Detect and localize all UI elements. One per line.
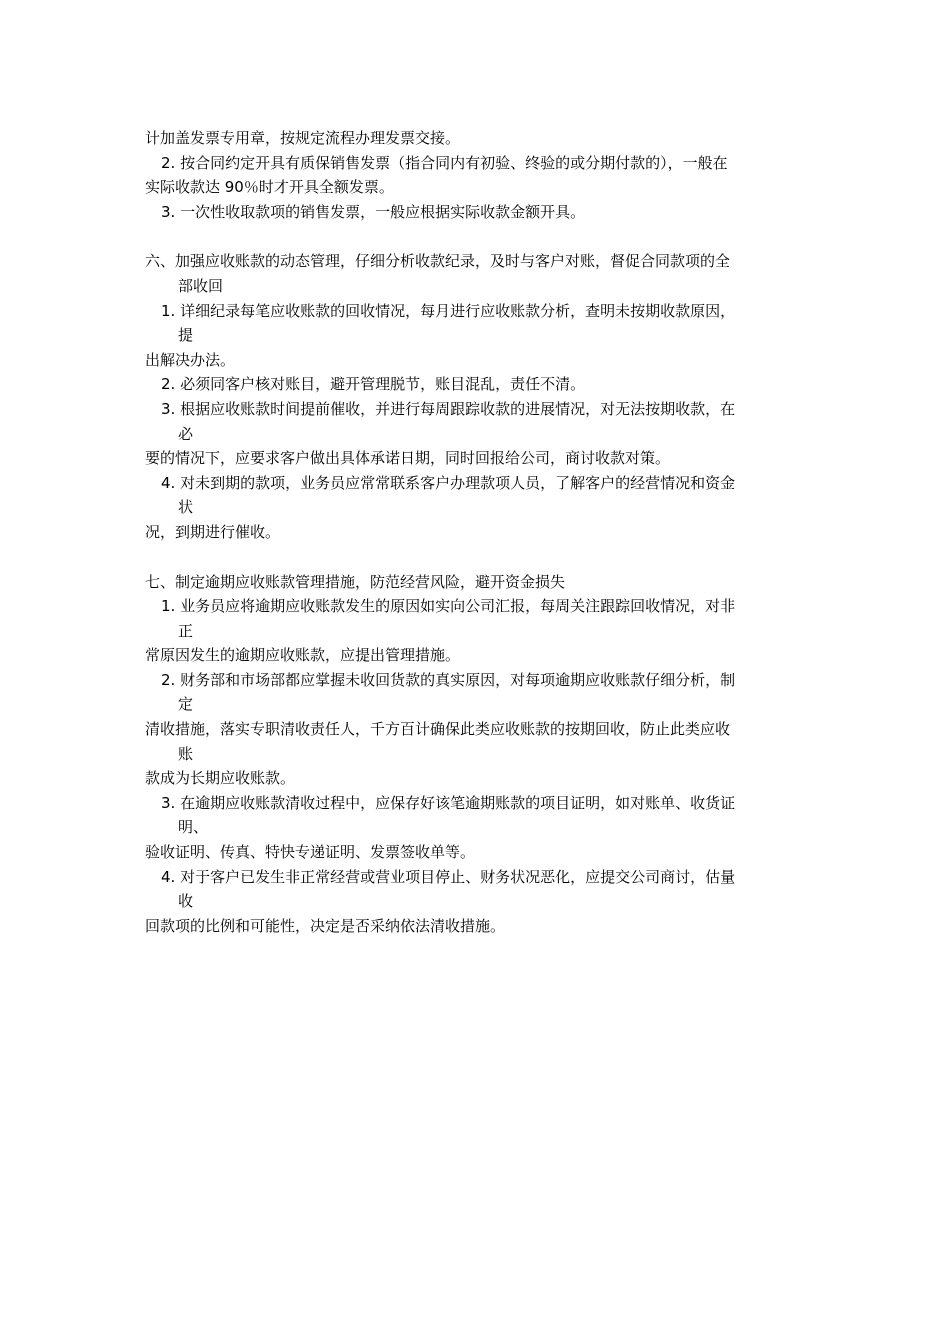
list-item-line: 4. 对未到期的款项，业务员应常常联系客户办理款项人员，了解客户的经营情况和资金 — [161, 473, 736, 492]
list-item-continuation: 出解决办法。 — [145, 350, 236, 369]
list-item-line: 3. 根据应收账款时间提前催收，并进行每周跟踪收款的进展情况，对无法按期收款，在 — [161, 399, 736, 418]
list-item-wrap: 正 — [178, 621, 194, 640]
list-item-line: 4. 对于客户已发生非正常经营或营业项目停止、财务状况恶化，应提交公司商讨，估量 — [161, 867, 736, 886]
list-item-wrap: 提 — [178, 326, 194, 345]
list-item-continuation: 款成为长期应收账款。 — [145, 769, 296, 788]
list-item-continuation: 实际收款达 90％时才开具全额发票。 — [145, 178, 394, 197]
list-item-continuation: 常原因发生的逾期应收账款，应提出管理措施。 — [145, 646, 461, 665]
list-item-line: 2. 财务部和市场部都应掌握未收回货款的真实原因，对每项逾期应收账款仔细分析，制 — [161, 670, 736, 689]
section-gap — [145, 545, 810, 570]
list-item-wrap: 状 — [178, 498, 194, 517]
paragraph-line: 计加盖发票专用章，按规定流程办理发票交接。 — [145, 129, 461, 147]
list-item-wrap: 定 — [178, 695, 194, 714]
list-item-continuation: 回款项的比例和可能性，决定是否采纳依法清收措施。 — [145, 916, 506, 935]
list-item-continuation: 要的情况下，应要求客户做出具体承诺日期，同时回报给公司，商讨收款对策。 — [145, 449, 671, 468]
list-item-line: 3. 在逾期应收账款清收过程中，应保存好该笔逾期账款的项目证明，如对账单、收货证 — [161, 793, 736, 812]
section-heading-wrap: 部收回 — [178, 276, 224, 295]
list-item-wrap: 账 — [178, 744, 194, 763]
document-page — [145, 126, 810, 938]
list-item-line: 2. 按合同约定开具有质保销售发票（指合同内有初验、终验的或分期付款的），一般在 — [161, 153, 728, 172]
list-item-continuation: 清收措施，落实专职清收责任人，千方百计确保此类应收账款的按期回收，防止此类应收 — [145, 720, 731, 739]
list-item-continuation: 况，到期进行催收。 — [145, 522, 281, 541]
list-item-wrap: 必 — [178, 424, 194, 443]
list-item-wrap: 明、 — [178, 818, 209, 837]
list-item-line: 3. 一次性收取款项的销售发票，一般应根据实际收款金额开具。 — [161, 202, 586, 221]
section-gap — [145, 224, 810, 249]
list-item-continuation: 验收证明、传真、特快专递证明、发票签收单等。 — [145, 843, 476, 862]
list-item-line: 1. 详细纪录每笔应收账款的回收情况，每月进行应收账款分析，查明未按期收款原因， — [161, 301, 736, 320]
list-item-wrap: 收 — [178, 892, 194, 911]
section-heading: 七、制定逾期应收账款管理措施，防范经营风险，避开资金损失 — [145, 572, 566, 591]
list-item-line: 2. 必须同客户核对账目，避开管理脱节，账目混乱，责任不清。 — [161, 375, 586, 394]
section-heading: 六、加强应收账款的动态管理，仔细分析收款纪录，及时与客户对账，督促合同款项的全 — [145, 252, 731, 271]
list-item-line: 1. 业务员应将逾期应收账款发生的原因如实向公司汇报，每周关注跟踪回收情况，对非 — [161, 597, 736, 616]
